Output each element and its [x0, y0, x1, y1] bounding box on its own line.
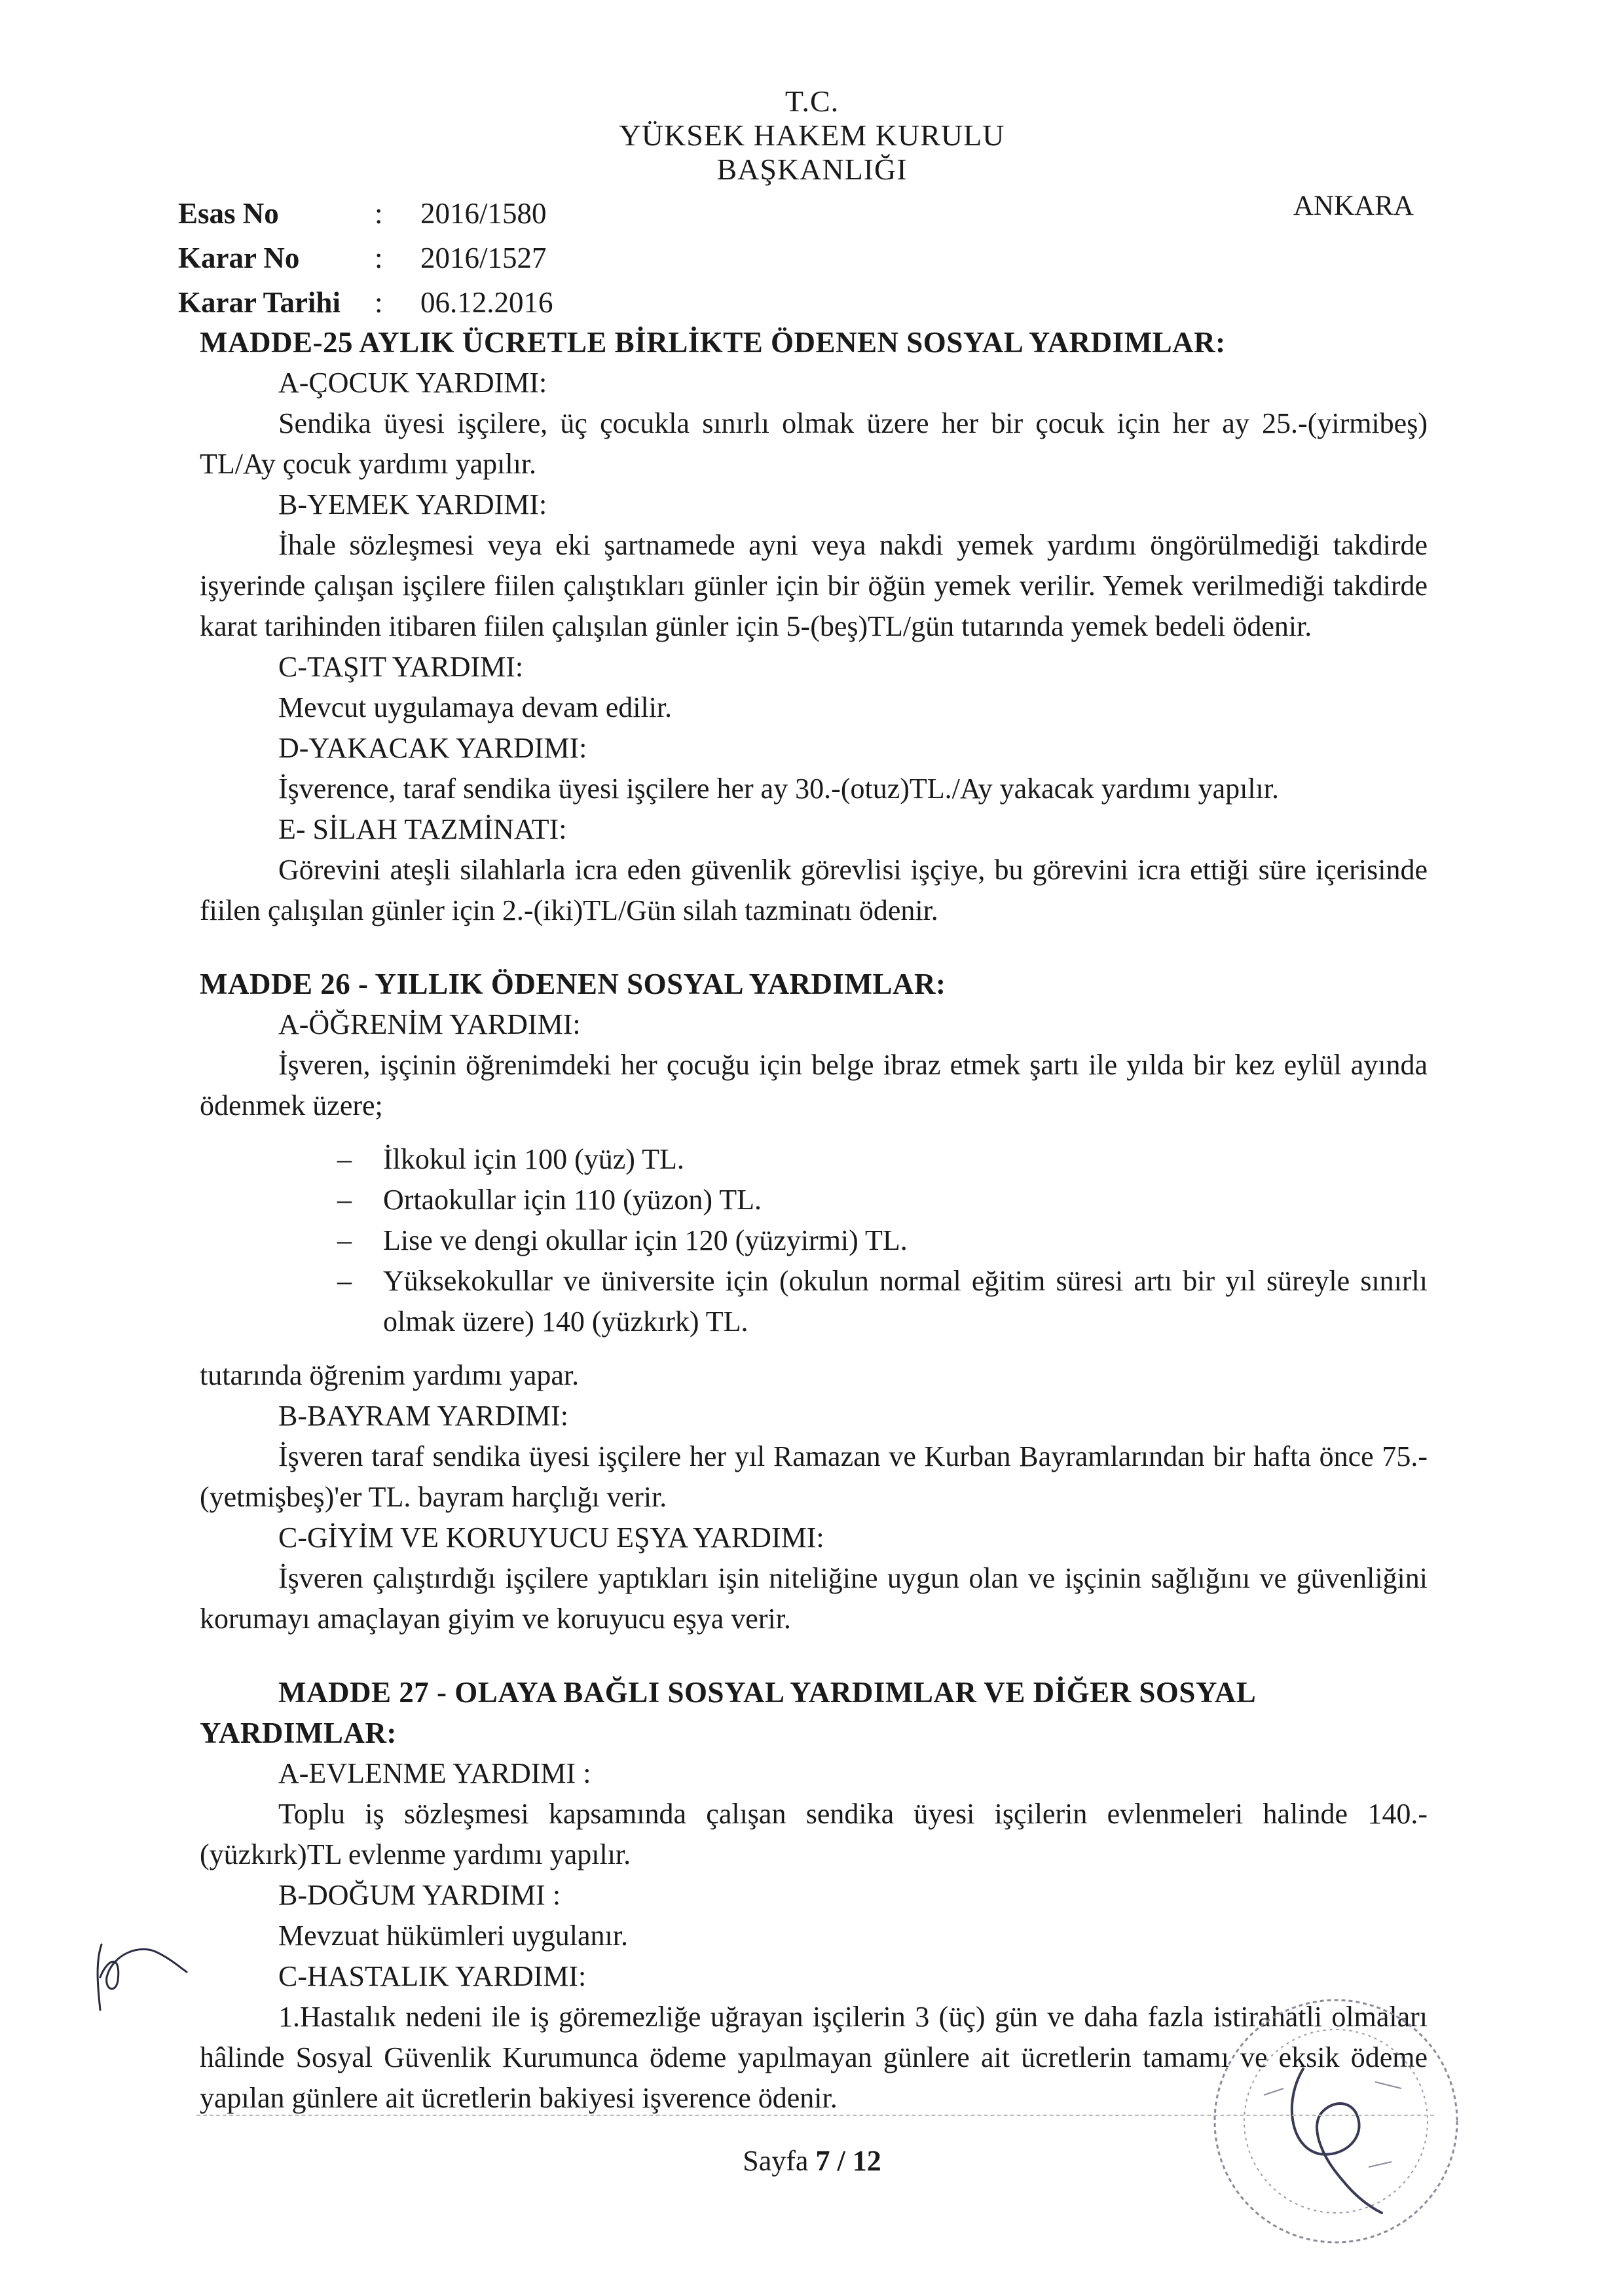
- subsection-title: B-BAYRAM YARDIMI:: [278, 1400, 568, 1432]
- subsection-title: B-DOĞUM YARDIMI :: [278, 1879, 561, 1911]
- subsection-title: A-ÇOCUK YARDIMI:: [278, 367, 547, 399]
- article-25-title: MADDE-25 AYLIK ÜCRETLE BİRLİKTE ÖDENEN SOSYAL YARDIMLAR:: [200, 326, 1226, 359]
- paragraph: tutarında öğrenim yardımı yapar.: [200, 1359, 580, 1391]
- subsection-title: A-ÖĞRENİM YARDIMI:: [278, 1008, 581, 1040]
- meta-label: Esas No: [178, 197, 279, 230]
- paragraph: Mevcut uygulamaya devam edilir.: [278, 691, 673, 723]
- subsection-title: E- SİLAH TAZMİNATI:: [278, 813, 567, 845]
- paragraph: 1.Hastalık nedeni ile iş göremezliğe uğrayan işçilerin 3 (üç) gün ve daha fazla istirahatli olmaları hâlinde Sosyal Güvenlik Kurumunca ödeme yapılmayan günlere ait ücretlerin tamamı ve eksik ödeme yapılan günlere ait ücretlerin bakiyesi işverence ödenir.: [200, 2001, 1428, 2114]
- footer-divider: [196, 2115, 1434, 2116]
- official-seal-stamp: [1205, 1990, 1467, 2252]
- meta-row-esas: [178, 191, 553, 236]
- header-city: ANKARA: [1293, 191, 1414, 221]
- list-item: – İlkokul için 100 (yüz) TL.: [337, 1139, 1428, 1180]
- page-total: 12: [852, 2145, 881, 2177]
- meta-row-karar: [178, 236, 553, 280]
- header-institution: YÜKSEK HAKEM KURULU: [619, 118, 1005, 152]
- paragraph: İşverence, taraf sendika üyesi işçilere her ay 30.-(otuz)TL./Ay yakacak yardımı yapılır.: [278, 773, 1279, 805]
- meta-colon: :: [375, 286, 383, 319]
- subsection-title: D-YAKACAK YARDIMI:: [278, 732, 587, 764]
- paragraph: Mevzuat hükümleri uygulanır.: [278, 1920, 628, 1952]
- case-meta: [178, 191, 553, 325]
- subsection-title: C-HASTALIK YARDIMI:: [278, 1960, 587, 1992]
- paragraph: Toplu iş sözleşmesi kapsamında çalışan sendika üyesi işçilerin evlenmeleri halinde 140.-(yüzkırk)TL evlenme yardımı yapılır.: [200, 1798, 1428, 1870]
- header-department: BAŞKANLIĞI: [716, 153, 908, 186]
- subsection-title: A-EVLENME YARDIMI :: [278, 1757, 591, 1789]
- article-27-title: MADDE 27 - OLAYA BAĞLI SOSYAL YARDIMLAR VE DİĞER SOSYAL YARDIMLAR:: [200, 1676, 1255, 1749]
- subsection-title: C-GİYİM VE KORUYUCU EŞYA YARDIMI:: [278, 1522, 824, 1554]
- paragraph: İhale sözleşmesi veya eki şartnamede ayni veya nakdi yemek yardımı öngörülmediği takdirde işyerinde çalışan işçilere fiilen çalıştıkları günler için bir öğün yemek verilir. Yemek verilmediği takdirde karat tarihinden itibaren fiilen çalışılan günler için 5-(beş)TL/gün tutarında yemek bedeli ödenir.: [200, 529, 1428, 642]
- signature-initials: [82, 1931, 193, 2016]
- subsection-title: C-TAŞIT YARDIMI:: [278, 651, 524, 683]
- paragraph: İşveren çalıştırdığı işçilere yaptıkları işin niteliğine uygun olan ve işçinin sağlığını ve güvenliğini korumayı amaçlayan giyim ve koruyucu eşya verir.: [200, 1562, 1428, 1635]
- meta-colon: :: [375, 197, 383, 230]
- page-number: 7: [815, 2145, 830, 2177]
- document-body: [200, 322, 1428, 2119]
- page-footer: [0, 2144, 1624, 2178]
- paragraph: İşveren taraf sendika üyesi işçilere her yıl Ramazan ve Kurban Bayramlarından bir hafta önce 75.-(yetmişbeş)'er TL. bayram harçlığı verir.: [200, 1440, 1428, 1513]
- paragraph: İşveren, işçinin öğrenimdeki her çocuğu için belge ibraz etmek şartı ile yılda bir kez eylül ayında ödenmek üzere;: [200, 1049, 1428, 1121]
- education-aid-list: [200, 1139, 1428, 1342]
- article-26-title: MADDE 26 - YILLIK ÖDENEN SOSYAL YARDIMLAR:: [200, 968, 946, 1000]
- subsection-title: B-YEMEK YARDIMI:: [278, 488, 547, 520]
- paragraph: Sendika üyesi işçilere, üç çocukla sınırlı olmak üzere her bir çocuk için her ay 25.-(yirmibeş) TL/Ay çocuk yardımı yapılır.: [200, 407, 1428, 480]
- meta-row-tarih: [178, 280, 553, 325]
- list-item: – Yüksekokullar ve üniversite için (okulun normal eğitim süresi artı bir yıl süreyle sınırlı olmak üzere) 140 (yüzkırk) TL.: [337, 1261, 1428, 1342]
- header-tc: T.C.: [784, 84, 840, 118]
- page-prefix: Sayfa: [743, 2145, 816, 2177]
- meta-value: 06.12.2016: [420, 286, 553, 319]
- paragraph: Görevini ateşli silahlarla icra eden güvenlik görevlisi işçiye, bu görevini icra ettiği süre içerisinde fiilen çalışılan günler için 2.-(iki)TL/Gün silah tazminatı ödenir.: [200, 854, 1428, 926]
- meta-value: 2016/1580: [420, 197, 547, 230]
- page-separator: /: [830, 2145, 853, 2177]
- meta-value: 2016/1527: [420, 242, 547, 274]
- meta-label: Karar Tarihi: [178, 286, 341, 319]
- meta-label: Karar No: [178, 242, 300, 274]
- list-item: – Ortaokullar için 110 (yüzon) TL.: [337, 1180, 1428, 1220]
- list-item: – Lise ve dengi okullar için 120 (yüzyirmi) TL.: [337, 1220, 1428, 1261]
- meta-colon: :: [375, 242, 383, 274]
